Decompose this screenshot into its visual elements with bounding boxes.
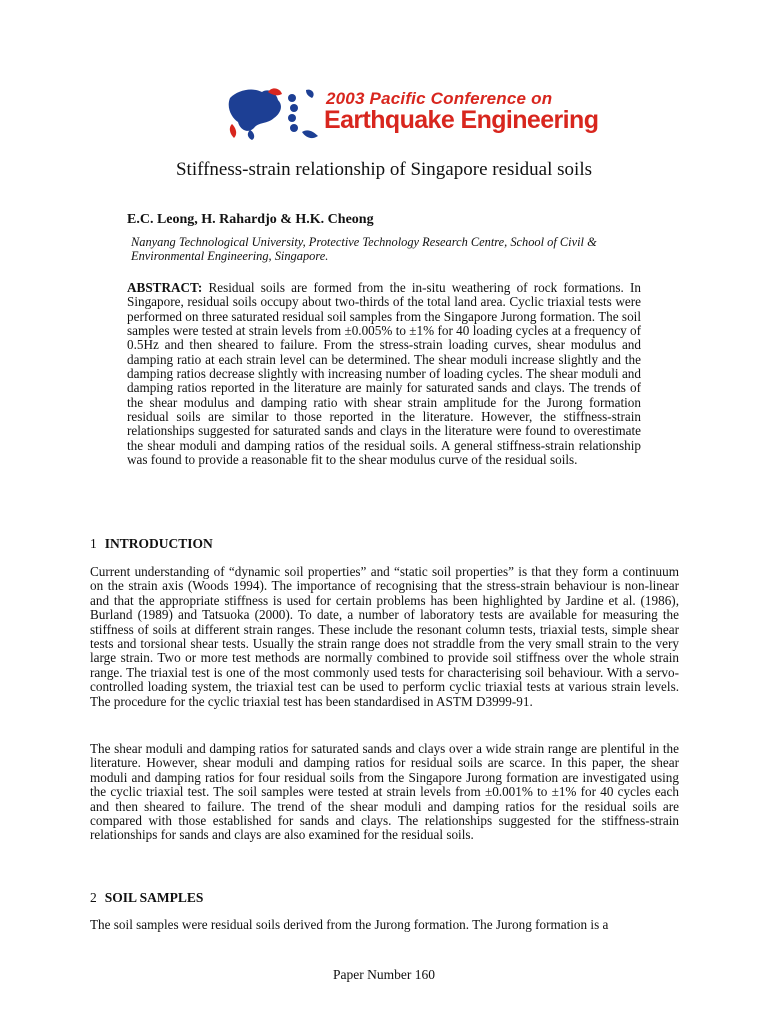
abstract-text: Residual soils are formed from the in-situ weathering of rock formations. In Singapore, residual soils occupy about two-thirds of the total land area. Cyclic triaxial tests were performed on three saturated residual soil samples from the Singapore Jurong formation. The soil samples were tested at strain levels from ±0.005% to ±1% for 40 loading cycles at a frequency of 0.5Hz and then sheared to failure. From the stress-strain loading curves, shear modulus and damping ratio at each strain level can be determined. The shear moduli increase slightly and the damping ratios decrease slightly with increasing number of loading cycles. The shear moduli and damping ratios reported in the literature are mainly for saturated sands and clays. The trends of the shear modulus and damping ratio with shear strain amplitude for the Jurong formation residual soils are similar to those reported in the literature. However, the stiffness-strain relationships suggested for saturated sands and clays in the literature were found to overestimate the shear moduli and damping ratios of the residual soils. A general stiffness-strain relationship was found to provide a reasonable fit to the shear modulus curve of the residual soils. bbox=[127, 280, 641, 468]
pacific-map-icon bbox=[222, 84, 326, 142]
section-title: SOIL SAMPLES bbox=[104, 890, 204, 905]
section-heading-introduction bbox=[90, 536, 213, 552]
soil-samples-paragraph-1: The soil samples were residual soils derived from the Jurong formation. The Jurong formation is a bbox=[90, 917, 609, 932]
page-footer: Paper Number 160 bbox=[333, 967, 435, 982]
section-title: INTRODUCTION bbox=[104, 536, 213, 551]
intro-paragraph-1: Current understanding of “dynamic soil properties” and “static soil properties” is that they form a continuum on the strain axis (Woods 1994). The importance of recognising that the stress-strain behaviour is non-linear and that the appropriate stiffness is used for certain problems has been highlighted by Jardine et al. (1986), Burland (1989) and Tatsuoka (2000). To date, a number of laboratory tests are available for measuring the stiffness of soils at different strain ranges. These include the resonant column tests, triaxial tests, simple shear tests and torsional shear tests. Usually the strain range does not straddle from the very small strain to the very large strain. Two or more test methods are normally combined to provide soil stiffness over the whole strain range. The triaxial test is one of the most commonly used tests for characterising soil behaviour. With a servo-controlled loading system, the triaxial test can be used to perform cyclic triaxial tests at various strain levels. The procedure for the cyclic triaxial test has been standardised in ASTM D3999-91. bbox=[90, 564, 679, 709]
section-heading-soil-samples bbox=[90, 890, 203, 906]
intro-paragraph-2: The shear moduli and damping ratios for saturated sands and clays over a wide strain range are plentiful in the literature. However, shear moduli and damping ratios for residual soils are scarce. In this paper, the shear moduli and damping ratios for four residual soils from the Singapore Jurong formation are investigated using the cyclic triaxial test. The soil samples were tested at strain levels from ±0.001% to ±1% for 40 cycles each and then sheared to failure. The trend of the shear moduli and damping ratios for the residual soils are compared with those established for sands and clays. The relationships suggested for the stiffness-strain relationships for sands and clays are also examined for the residual soils. bbox=[90, 741, 679, 843]
affiliation: Nanyang Technological University, Protective Technology Research Centre, School of Civil & Environmental Engineering, Singapore. bbox=[131, 235, 597, 263]
authors: E.C. Leong, H. Rahardjo & H.K. Cheong bbox=[127, 212, 374, 227]
paper-title: Stiffness-strain relationship of Singapore residual soils bbox=[175, 159, 592, 180]
section-number: 2 bbox=[90, 890, 97, 905]
section-number: 1 bbox=[90, 536, 97, 551]
abstract bbox=[127, 281, 641, 467]
abstract-label: ABSTRACT: bbox=[127, 280, 203, 295]
conference-logo bbox=[222, 84, 599, 142]
logo-line-1: 2003 Pacific Conference on bbox=[326, 89, 553, 108]
logo-line-2: Earthquake Engineering bbox=[324, 106, 599, 134]
